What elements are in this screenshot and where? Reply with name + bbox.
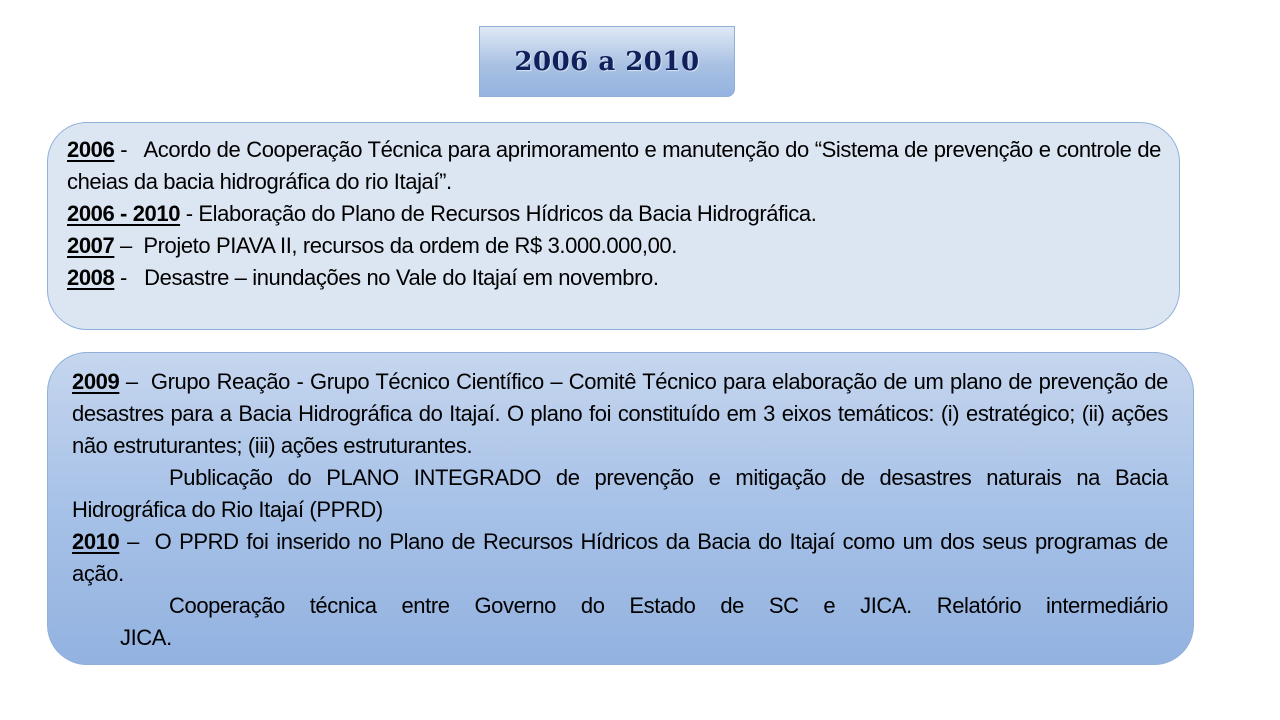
entry-text: Grupo Reação - Grupo Técnico Científico – Comitê Técnico para elaboração de um plano de prevenção de desastres para a Bacia Hidrográfica do Itajaí. O plano foi constituído em 3 eixos temáticos: (i) estratégico; (ii) ações não estruturantes; (iii) ações estruturantes. xyxy=(72,369,1168,458)
year-label: 2006 xyxy=(67,137,115,162)
timeline-box-2009-2010 xyxy=(47,352,1194,665)
title-banner xyxy=(479,26,735,97)
timeline-box-2006-2008 xyxy=(47,122,1180,330)
timeline-entry-2006: 2006 - Acordo de Cooperação Técnica para aprimoramento e manutenção do “Sistema de prevenção e controle de cheias da bacia hidrográfica do rio Itajaí”. xyxy=(67,137,1162,194)
timeline-entry-2009-continuation: Publicação do PLANO INTEGRADO de prevenção e mitigação de desastres naturais na Bacia Hidrográfica do Rio Itajaí (PPRD) xyxy=(72,465,1168,522)
year-label: 2010 xyxy=(72,529,120,554)
timeline-entry-2009: 2009 – Grupo Reação - Grupo Técnico Científico – Comitê Técnico para elaboração de um plano de prevenção de desastres para a Bacia Hidrográfica do Itajaí. O plano foi constituído em 3 eixos temáticos: (i) estratégico; (ii) ações não estruturantes; (iii) ações estruturantes. xyxy=(72,369,1168,458)
timeline-entry-2010: 2010 – O PPRD foi inserido no Plano de Recursos Hídricos da Bacia do Itajaí como um dos seus programas de ação. xyxy=(72,529,1168,586)
timeline-entry-2010-continuation-end: JICA. xyxy=(120,625,172,650)
entry-text: Acordo de Cooperação Técnica para aprimoramento e manutenção do “Sistema de prevenção e controle de cheias da bacia hidrográfica do rio Itajaí”. xyxy=(67,137,1162,194)
entry-text: Elaboração do Plano de Recursos Hídricos da Bacia Hidrográfica. xyxy=(198,201,817,226)
timeline-entry-2010-continuation: Cooperação técnica entre Governo do Estado de SC e JICA. Relatório intermediário xyxy=(169,593,1168,618)
timeline-entry-2006-2010: 2006 - 2010 - Elaboração do Plano de Recursos Hídricos da Bacia Hidrográfica. xyxy=(67,201,817,226)
year-label: 2007 xyxy=(67,233,115,258)
entry-text: Projeto PIAVA II, recursos da ordem de R$ 3.000.000,00. xyxy=(143,233,677,258)
year-label: 2009 xyxy=(72,369,120,394)
page-title: 2006 a 2010 xyxy=(514,46,700,77)
year-label: 2008 xyxy=(67,265,115,290)
year-label: 2006 - 2010 xyxy=(67,201,181,226)
timeline-entry-2007: 2007 – Projeto PIAVA II, recursos da ordem de R$ 3.000.000,00. xyxy=(67,233,677,258)
entry-text: Desastre – inundações no Vale do Itajaí em novembro. xyxy=(144,265,659,290)
timeline-entry-2008: 2008 - Desastre – inundações no Vale do Itajaí em novembro. xyxy=(67,265,659,290)
entry-text: O PPRD foi inserido no Plano de Recursos Hídricos da Bacia do Itajaí como um dos seus programas de ação. xyxy=(72,529,1168,586)
